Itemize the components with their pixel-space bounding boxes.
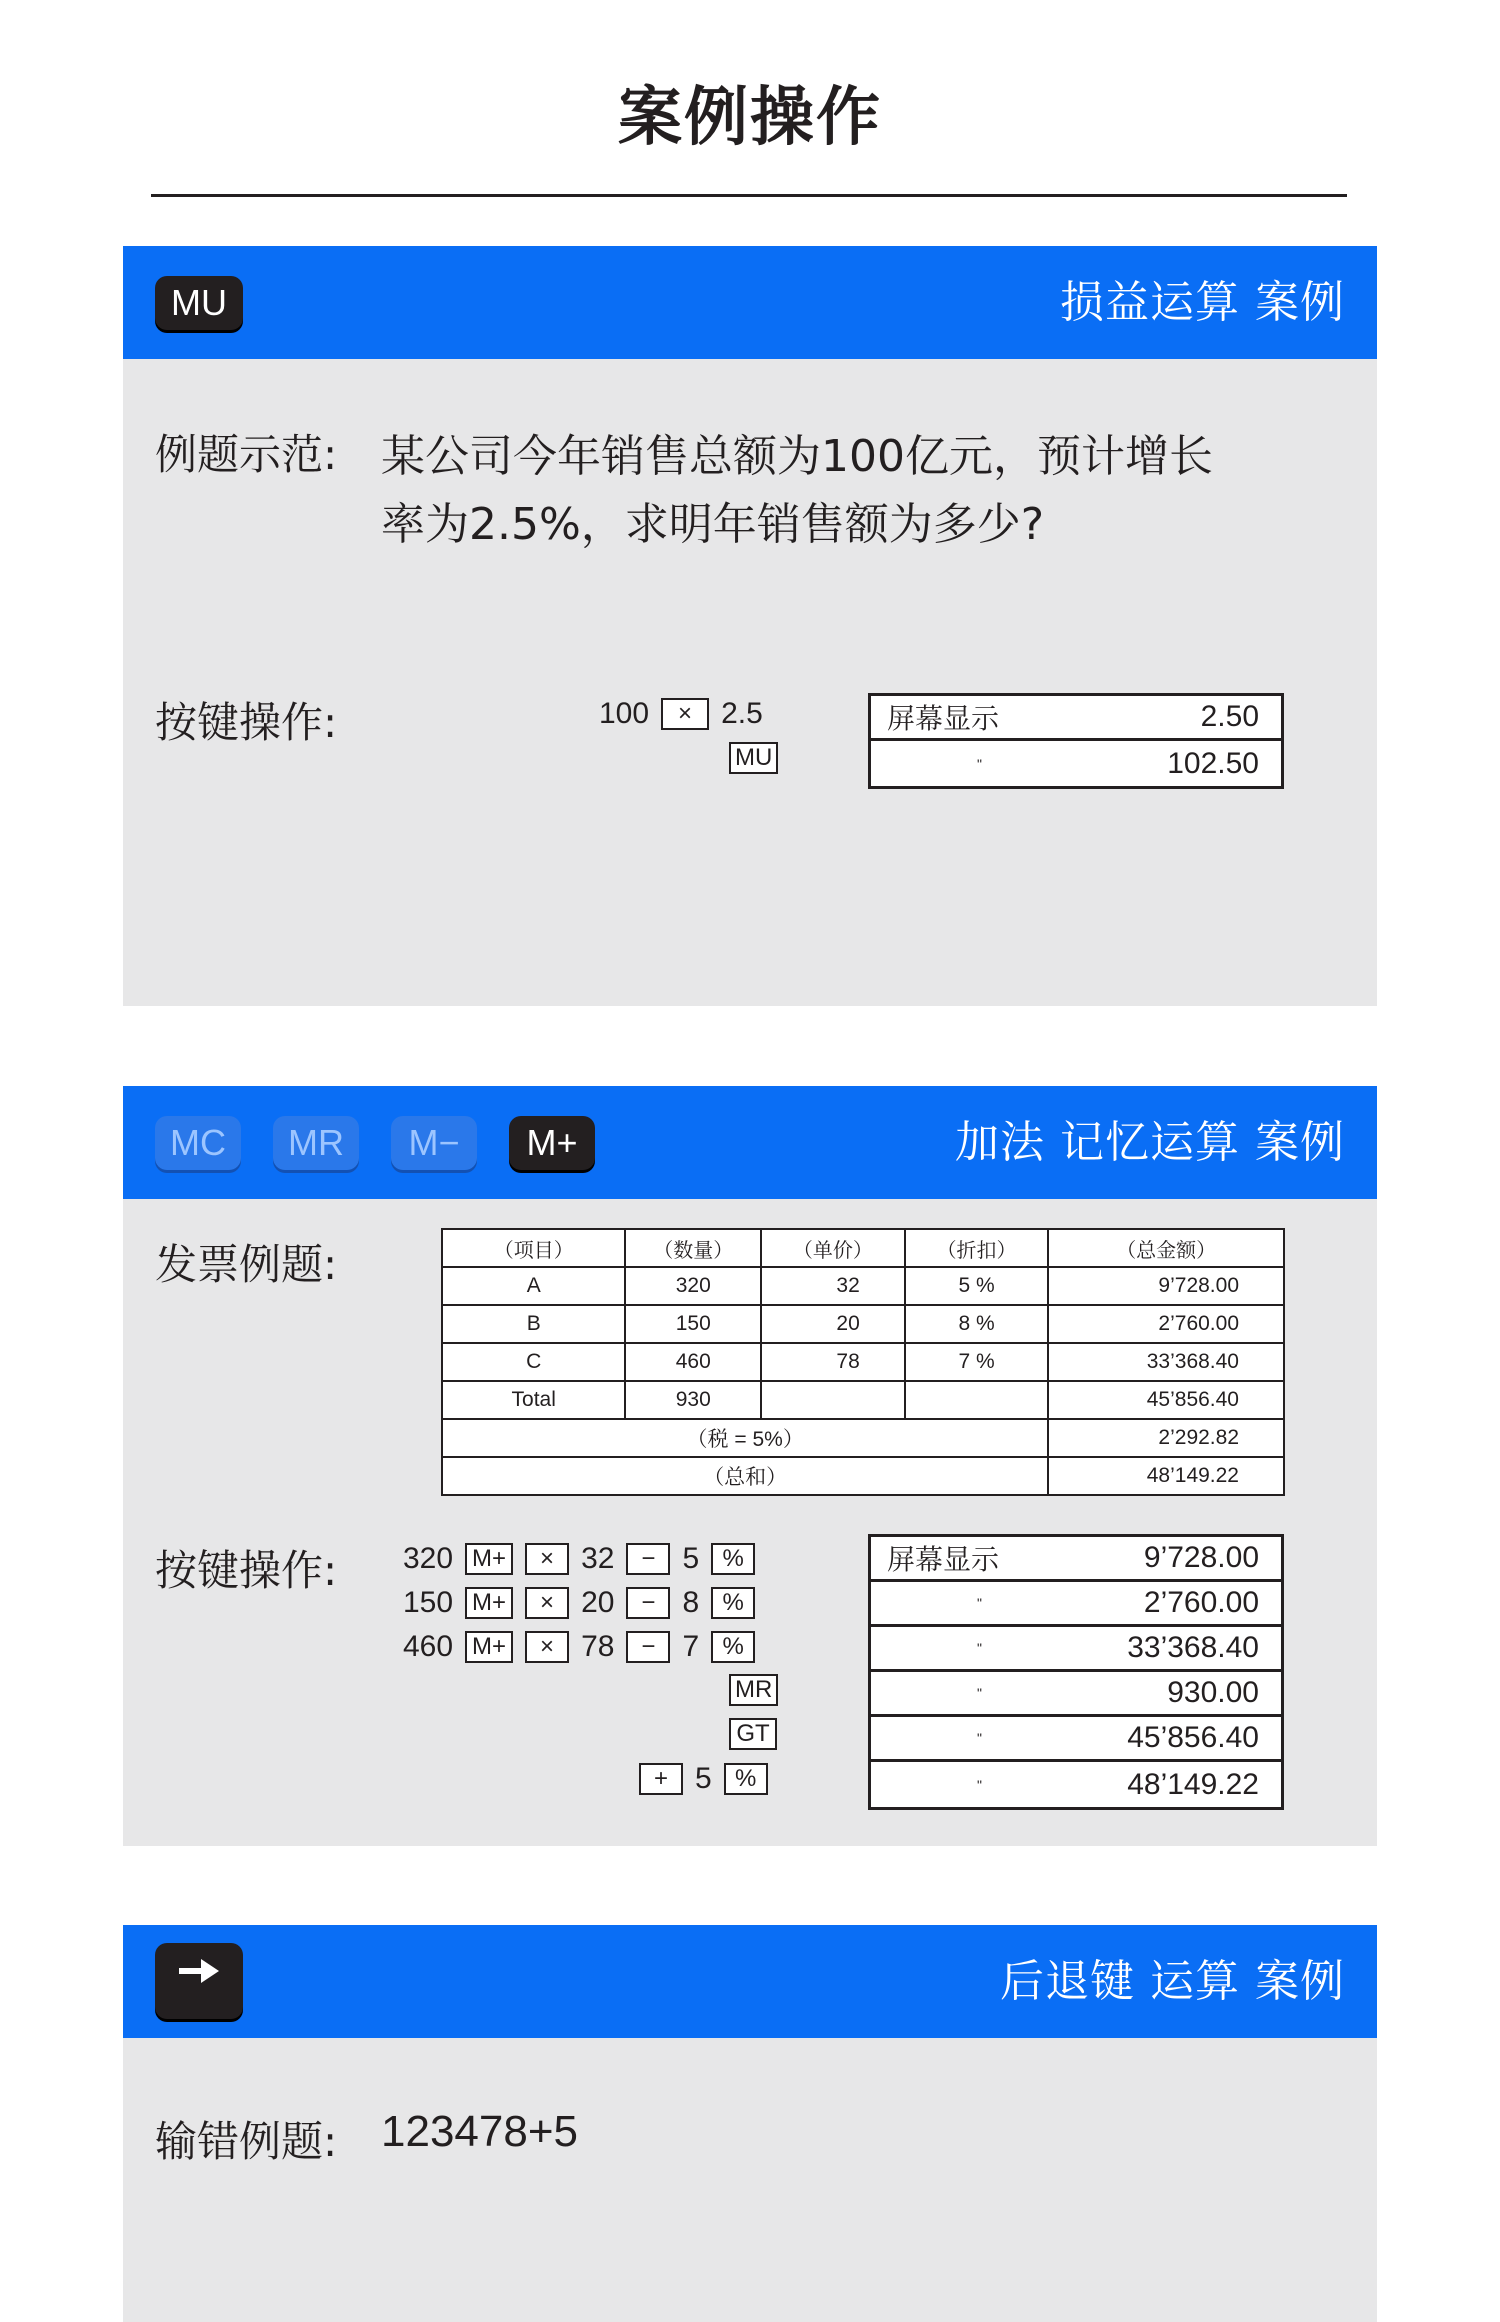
seq-number: 20 — [581, 1586, 615, 1619]
table-row-sum — [442, 1457, 1284, 1495]
display-value: 9’728.00 — [1143, 1541, 1259, 1574]
title-divider — [151, 194, 1347, 197]
table-row — [442, 1305, 1284, 1343]
table-cell: 5 % — [905, 1267, 1049, 1305]
seq-number: 32 — [581, 1542, 615, 1575]
percent-key: % — [711, 1587, 755, 1619]
mu-key: MU — [155, 276, 243, 330]
table-cell: C — [442, 1343, 625, 1381]
card-mu-header — [123, 246, 1377, 359]
table-cell: 8 % — [905, 1305, 1049, 1343]
key-sequence-line-1 — [593, 697, 769, 731]
display-label: 屏幕显示 — [887, 1544, 1000, 1575]
table-cell: 2’760.00 — [1048, 1305, 1284, 1343]
table-cell: 33’368.40 — [1048, 1343, 1284, 1381]
display-row — [871, 1672, 1281, 1717]
table-row — [442, 1267, 1284, 1305]
display-row — [871, 1582, 1281, 1627]
ditto-mark: " — [977, 1685, 982, 1701]
ditto-mark: " — [977, 1595, 982, 1611]
seq-number: 320 — [403, 1542, 454, 1575]
display-row — [871, 1717, 1281, 1762]
card-mu — [123, 246, 1377, 1006]
seq-number: 78 — [581, 1630, 615, 1663]
mu-key-box: MU — [729, 742, 778, 774]
key-sequence-row-2 — [397, 1586, 761, 1620]
table-header: （单价） — [761, 1229, 905, 1267]
example-line-2: 率为2.5%，求明年销售额为多少? — [381, 499, 1045, 550]
table-cell: 20 — [761, 1305, 905, 1343]
minus-key: − — [626, 1631, 670, 1663]
table-cell — [761, 1381, 905, 1419]
percent-key: % — [711, 1543, 755, 1575]
m-plus-key-box: M+ — [465, 1631, 513, 1663]
table-cell: 150 — [625, 1305, 761, 1343]
card-memory-header — [123, 1086, 1377, 1199]
table-cell — [905, 1381, 1049, 1419]
table-cell: 32 — [761, 1267, 905, 1305]
minus-key: − — [626, 1543, 670, 1575]
tax-label: （税 = 5%） — [442, 1419, 1048, 1457]
m-plus-key-box: M+ — [465, 1543, 513, 1575]
key-sequence-gt — [723, 1718, 783, 1750]
card-memory-title: 加法 记忆运算 案例 — [955, 1117, 1345, 1168]
display-value: 102.50 — [1167, 746, 1259, 780]
ditto-mark: " — [977, 1730, 982, 1746]
card-backspace — [123, 1925, 1377, 2322]
seq-number: 460 — [403, 1630, 454, 1663]
times-key: × — [525, 1631, 569, 1663]
m-plus-key: M+ — [509, 1116, 595, 1170]
table-cell: 9’728.00 — [1048, 1267, 1284, 1305]
table-header: （数量） — [625, 1229, 761, 1267]
table-header: （总金额） — [1048, 1229, 1284, 1267]
seq-number: 150 — [403, 1586, 454, 1619]
display-panel — [868, 693, 1284, 789]
percent-key: % — [724, 1763, 768, 1795]
card-backspace-title: 后退键 运算 案例 — [1000, 1956, 1345, 2007]
table-cell: 460 — [625, 1343, 761, 1381]
mc-key: MC — [155, 1116, 241, 1170]
invoice-table — [441, 1228, 1285, 1496]
display-row — [871, 1627, 1281, 1672]
key-sequence-row-3 — [397, 1630, 761, 1664]
mr-key-box: MR — [729, 1674, 778, 1706]
seq-number: 100 — [599, 697, 650, 730]
minus-key: − — [626, 1587, 670, 1619]
table-header-row — [442, 1229, 1284, 1267]
table-row-total — [442, 1381, 1284, 1419]
table-cell: 320 — [625, 1267, 761, 1305]
ditto-mark: " — [977, 1640, 982, 1656]
example-line-1: 某公司今年销售总额为100亿元，预计增长 — [381, 431, 1213, 482]
invoice-label: 发票例题: — [155, 1240, 338, 1289]
display-value: 930.00 — [1167, 1676, 1259, 1709]
table-cell: Total — [442, 1381, 625, 1419]
table-cell: 78 — [761, 1343, 905, 1381]
seq-number: 5 — [695, 1762, 712, 1795]
times-key: × — [525, 1587, 569, 1619]
display-label: 屏幕显示 — [887, 703, 1000, 734]
card-mu-title: 损益运算 案例 — [1060, 277, 1345, 328]
page-title: 案例操作 — [618, 81, 882, 155]
m-minus-key: M− — [391, 1116, 477, 1170]
key-sequence-mr — [723, 1674, 784, 1706]
sum-label: （总和） — [442, 1457, 1048, 1495]
table-cell: B — [442, 1305, 625, 1343]
display-row — [871, 741, 1281, 786]
card-memory — [123, 1086, 1377, 1846]
table-cell: 45’856.40 — [1048, 1381, 1284, 1419]
example-label: 例题示范: — [155, 430, 338, 479]
table-cell: A — [442, 1267, 625, 1305]
keys-label: 按键操作: — [155, 698, 338, 747]
seq-number: 5 — [682, 1542, 700, 1575]
percent-key: % — [711, 1631, 755, 1663]
display-row — [871, 1762, 1281, 1807]
m-plus-key-box: M+ — [465, 1587, 513, 1619]
error-example-label: 输错例题: — [155, 2117, 338, 2166]
seq-number: 7 — [682, 1630, 700, 1663]
table-header: （折扣） — [905, 1229, 1049, 1267]
ditto-mark: " — [977, 755, 982, 772]
display-value: 2.50 — [1200, 700, 1259, 733]
error-example-value: 123478+5 — [381, 2107, 578, 2156]
table-row — [442, 1343, 1284, 1381]
display-panel — [868, 1534, 1284, 1810]
keys-label: 按键操作: — [155, 1546, 338, 1595]
key-sequence-line-2 — [723, 742, 784, 774]
key-sequence-last — [633, 1762, 774, 1796]
gt-key-box: GT — [729, 1718, 777, 1750]
times-key: × — [525, 1543, 569, 1575]
table-cell: 930 — [625, 1381, 761, 1419]
plus-key: + — [639, 1763, 683, 1795]
times-key: × — [661, 698, 709, 730]
display-value: 2’760.00 — [1143, 1586, 1259, 1619]
arrow-right-icon — [155, 1943, 243, 2019]
seq-number: 8 — [682, 1586, 700, 1619]
key-sequence-row-1 — [397, 1542, 761, 1576]
display-value: 33’368.40 — [1127, 1631, 1259, 1664]
table-cell: 7 % — [905, 1343, 1049, 1381]
seq-number: 2.5 — [721, 697, 763, 730]
display-value: 48’149.22 — [1127, 1767, 1259, 1801]
mr-key: MR — [273, 1116, 359, 1170]
table-row-tax — [442, 1419, 1284, 1457]
card-backspace-header — [123, 1925, 1377, 2038]
display-row — [871, 696, 1281, 741]
table-header: （项目） — [442, 1229, 625, 1267]
display-row — [871, 1537, 1281, 1582]
sum-value: 48’149.22 — [1048, 1457, 1284, 1495]
display-value: 45’856.40 — [1127, 1721, 1259, 1754]
ditto-mark: " — [977, 1776, 982, 1793]
tax-value: 2’292.82 — [1048, 1419, 1284, 1457]
